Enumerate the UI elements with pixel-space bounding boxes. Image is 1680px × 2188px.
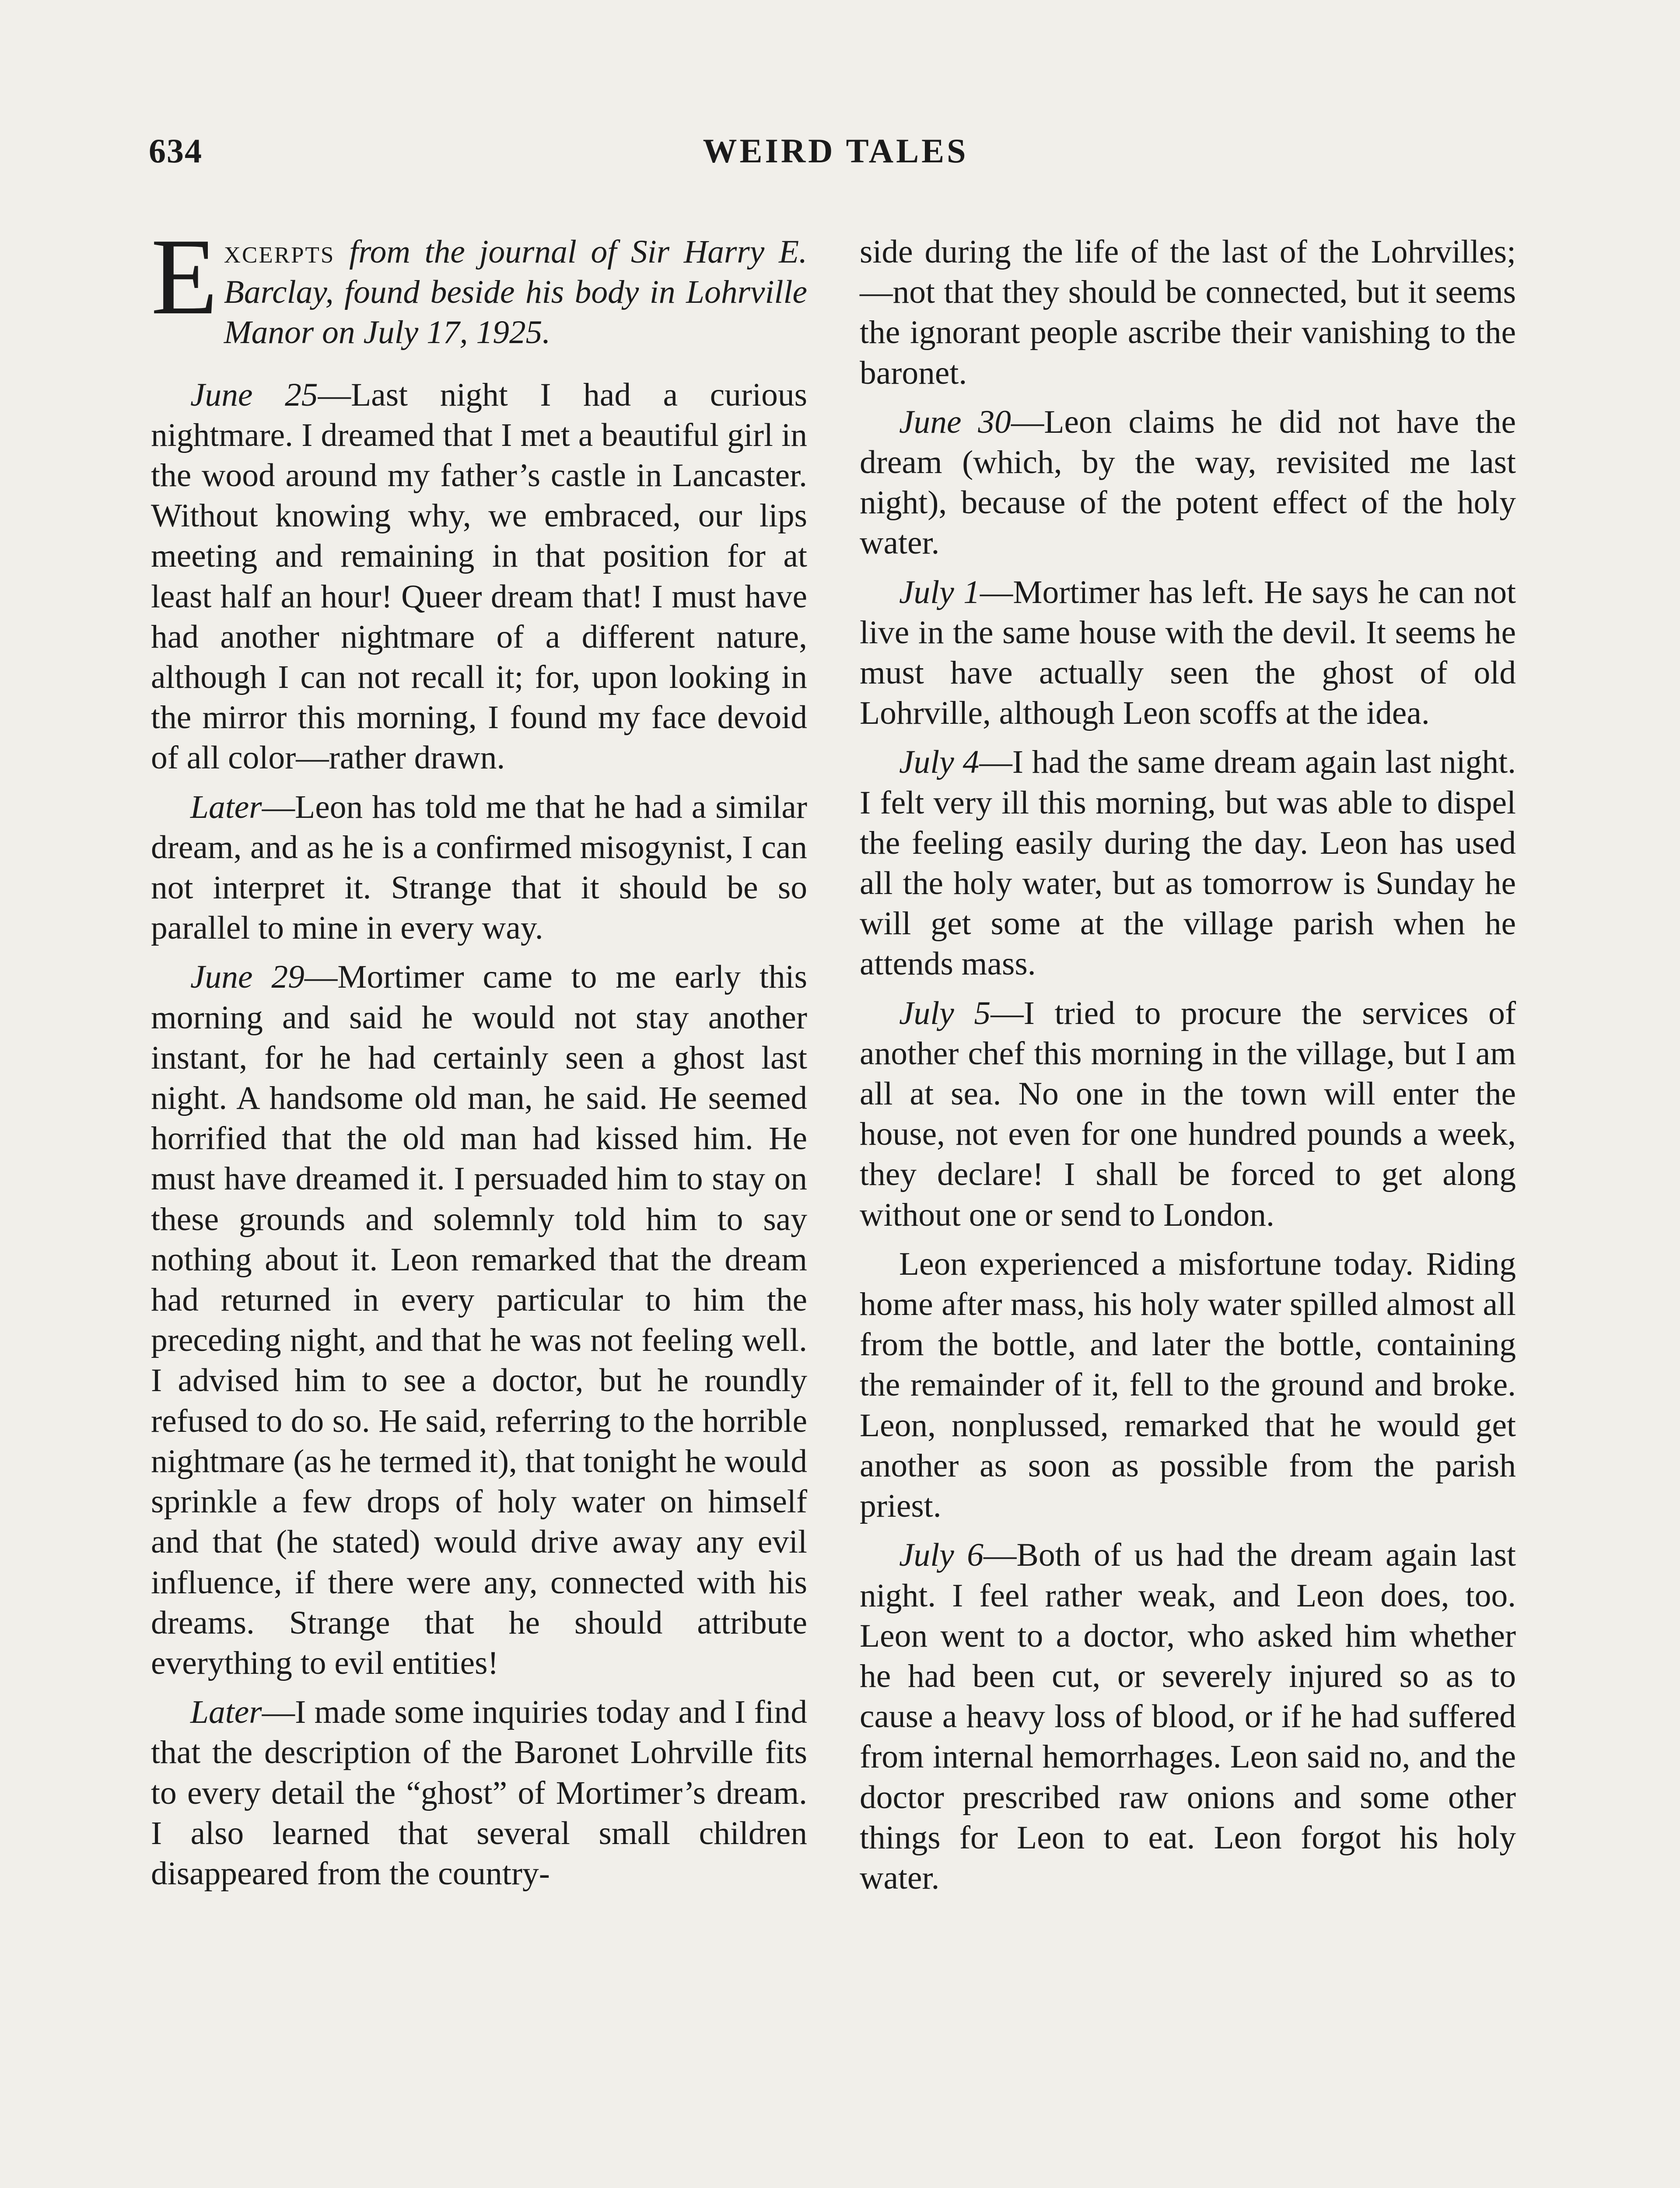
left-column bbox=[151, 216, 807, 1903]
entry-text: —Mortimer came to me early this morning and said he would not stay another instant, for he had certainly seen a ghost last night. A handsome old man, he said. He seemed horrified that the old man had kissed him. He must have dreamed it. I persuaded him to stay on these grounds and solemnly told him to say nothing about it. Leon remarked that the dream had returned in every particular to him the preceding night, and that he was not feeling well. I advised him to see a doctor, but he roundly refused to do so. He said, referring to the horrible nightmare (as he termed it), that tonight he would sprinkle a few drops of holy water on himself and that (he stated) would drive away any evil influence, if there were any, connected with his dreams. Strange that he should attribute everything to evil entities! bbox=[151, 959, 807, 1681]
entry-date: July 5 bbox=[899, 995, 991, 1031]
entry-date: July 4 bbox=[899, 744, 980, 781]
running-title: WEIRD TALES bbox=[703, 132, 969, 170]
entry-text: —I tried to procure the services of another chef this morning in the village, but I am all at sea. No one in the town will enter the house, not even for one hundred pounds a week, they declare! I shall be forced to get along without one or send to London. bbox=[860, 995, 1516, 1233]
entry-text: —Both of us had the dream again last night. I feel rather weak, and Leon does, too. Leon went to a doctor, who asked him whether he had been cut, or severely injured so as to cause a heavy loss of blood, or if he had suffered from internal hemorrhages. Leon said no, and the doctor prescribed raw onions and some other things for Leon to eat. Leon forgot his holy water. bbox=[860, 1537, 1516, 1896]
page-number: 634 bbox=[149, 132, 203, 170]
intro-text: from the journal of Sir Harry E. Barclay, found beside his body in Lohrville Manor on July 17, 1925. bbox=[224, 234, 807, 351]
journal-entry bbox=[151, 375, 807, 778]
entry-text: —Last night I had a curious nightmare. I dreamed that I met a beautiful girl in the wood around my father’s castle in Lancaster. Without knowing why, we embraced, our lips meeting and remaining in that position for at least half an hour! Queer dream that! I must have had another nightmare of a different nature, although I can not recall it; for, upon looking in the mirror this morning, I found my face devoid of all color—rather drawn. bbox=[151, 376, 807, 776]
entry-date: July 6 bbox=[899, 1537, 984, 1574]
journal-paragraph bbox=[860, 1244, 1516, 1526]
entry-date: Later bbox=[190, 789, 262, 825]
entry-text: Leon experienced a misfortune today. Riding home after mass, his holy water spilled almost all from the bottle, and later the bottle, containing the remainder of it, fell to the ground and broke. Leon, nonplussed, remarked that he would get another as soon as possible from the parish priest. bbox=[860, 1245, 1516, 1525]
entry-text: —Mortimer has left. He says he can not live in the same house with the devil. It seems he must have actually seen the ghost of old Lohrville, although Leon scoffs at the idea. bbox=[860, 574, 1516, 732]
journal-entry bbox=[860, 993, 1516, 1235]
journal-entry bbox=[860, 572, 1516, 734]
right-column bbox=[860, 232, 1516, 1907]
journal-entry bbox=[860, 742, 1516, 984]
intro-smallcaps: xcerpts bbox=[224, 234, 335, 270]
entry-date: June 30 bbox=[899, 403, 1011, 440]
journal-entry bbox=[860, 1535, 1516, 1898]
entry-date: July 1 bbox=[899, 574, 980, 610]
entry-date: June 29 bbox=[190, 959, 304, 996]
drop-cap: E bbox=[151, 216, 218, 337]
entry-date: June 25 bbox=[190, 376, 318, 413]
entry-text: —Leon claims he did not have the dream (which, by the way, revisited me last night), because of the potent effect of the holy water. bbox=[860, 403, 1516, 561]
journal-entry bbox=[860, 402, 1516, 564]
page-header bbox=[149, 131, 1522, 188]
journal-entry bbox=[151, 957, 807, 1683]
journal-entry bbox=[151, 1692, 807, 1894]
entry-text: —I made some inquiries today and I find that the description of the Baronet Lohrville fits to every detail the “ghost” of Mortimer’s dream. I also learned that several small children disappeared from the country- bbox=[151, 1694, 807, 1892]
intro-paragraph bbox=[151, 216, 807, 353]
journal-entry bbox=[151, 787, 807, 949]
journal-entry-continued bbox=[860, 232, 1516, 393]
entry-date: Later bbox=[190, 1694, 262, 1731]
entry-text: —Leon has told me that he had a similar dream, and as he is a confirmed misogynist, I can not interpret it. Strange that it should be so parallel to mine in every way. bbox=[151, 789, 807, 947]
entry-text: side during the life of the last of the Lohrvilles;—not that they should be connected, but it seems the ignorant people ascribe their vanishing to the baronet. bbox=[860, 234, 1516, 391]
entry-text: —I had the same dream again last night. I felt very ill this morning, but was able to dispel the feeling easily during the day. Leon has used all the holy water, but as tomorrow is Sunday he will get some at the village parish when he attends mass. bbox=[860, 744, 1516, 982]
